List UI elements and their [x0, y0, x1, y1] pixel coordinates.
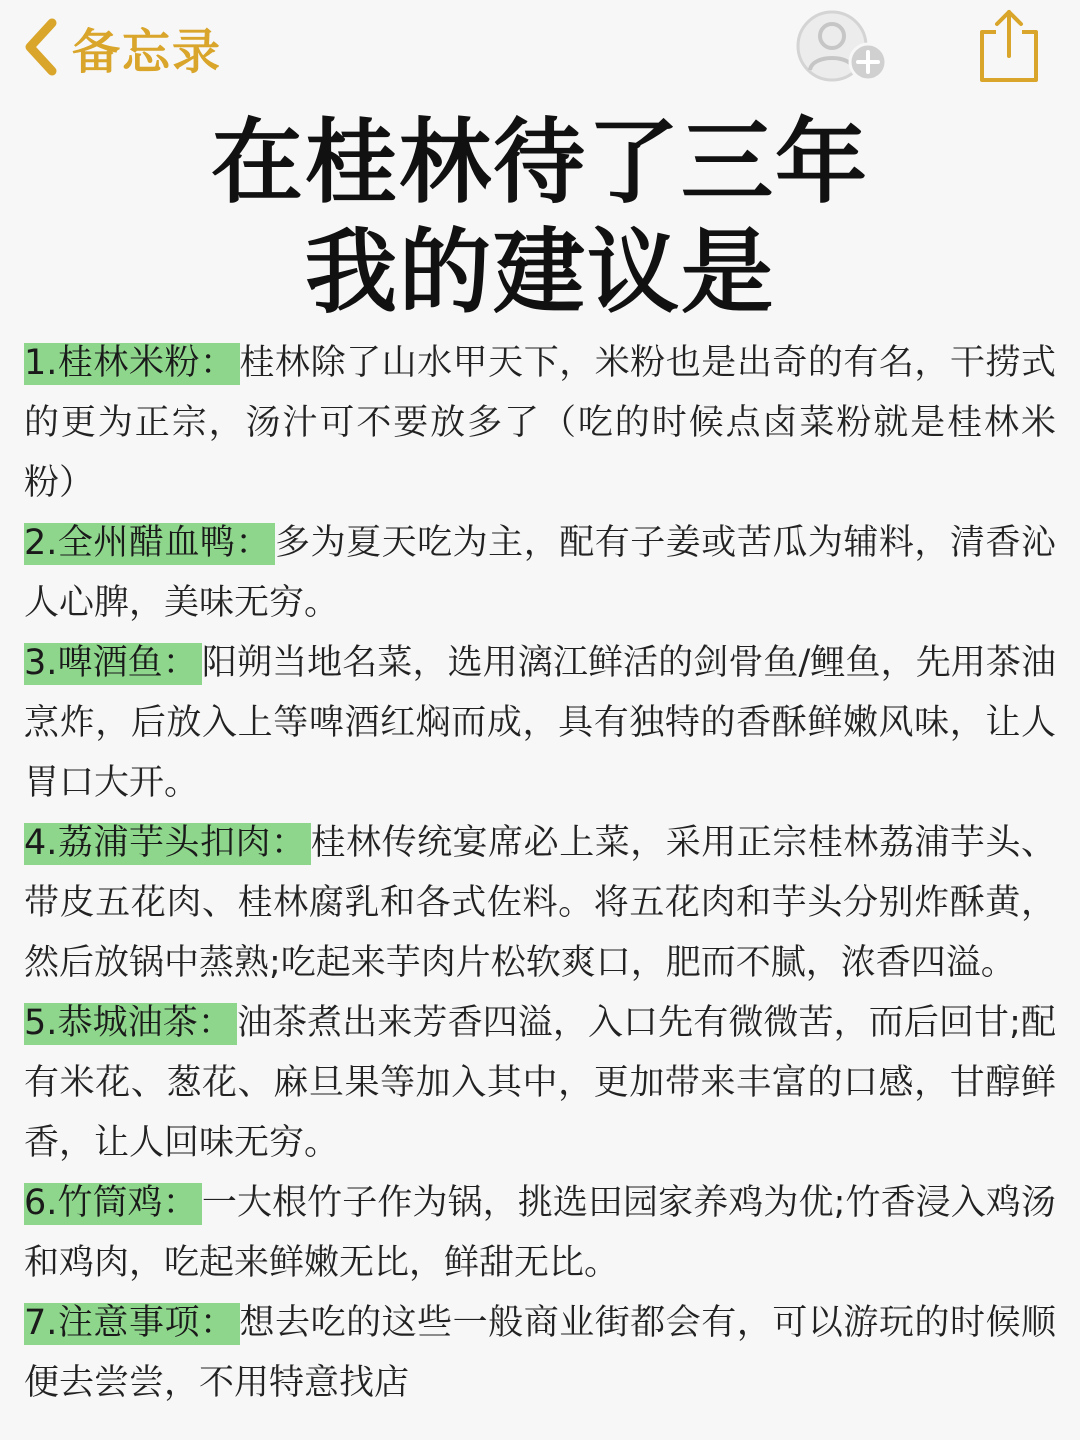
- item-label: 3.啤酒鱼：: [24, 643, 202, 685]
- note-body: [24, 333, 1056, 1413]
- page-title: [0, 108, 1080, 328]
- item-label: 2.全州醋血鸭：: [24, 523, 275, 565]
- chevron-left-icon: [22, 17, 58, 77]
- top-bar: [0, 0, 1080, 100]
- item-label: 1.桂林米粉：: [24, 343, 240, 385]
- title-line-2: 我的建议是: [304, 219, 775, 326]
- item-label: 5.恭城油茶：: [24, 1003, 237, 1045]
- list-item: [24, 333, 1056, 513]
- list-item: [24, 633, 1056, 813]
- back-button[interactable]: [22, 12, 222, 82]
- item-text: 桂林传统宴席必上菜，采用正宗桂林荔浦芋头、带皮五花肉、桂林腐乳和各式佐料。将五花肉和芋头分别炸酥黄，然后放锅中蒸熟;吃起来芋肉片松软爽口，肥而不腻，浓香四溢。: [24, 823, 1056, 983]
- item-label: 6.竹筒鸡：: [24, 1183, 202, 1225]
- list-item: [24, 813, 1056, 993]
- back-label: 备忘录: [72, 23, 223, 80]
- list-item: [24, 993, 1056, 1173]
- item-label: 7.注意事项：: [24, 1303, 240, 1345]
- item-label: 4.荔浦芋头扣肉：: [24, 823, 311, 865]
- item-text: 桂林除了山水甲天下，米粉也是出奇的有名，干捞式的更为正宗，汤汁可不要放多了（吃的时候点卤菜粉就是桂林米粉）: [24, 343, 1056, 503]
- item-text: 多为夏天吃为主，配有子姜或苦瓜为辅料，清香沁人心脾，美味无穷。: [24, 523, 1056, 623]
- list-item: [24, 513, 1056, 633]
- item-text: 油茶煮出来芳香四溢，入口先有微微苦，而后回甘;配有米花、葱花、麻旦果等加入其中，更加带来丰富的口感，甘醇鲜香，让人回味无穷。: [24, 1003, 1056, 1163]
- list-item: [24, 1173, 1056, 1293]
- item-text: 阳朔当地名菜，选用漓江鲜活的剑骨鱼/鲤鱼，先用茶油烹炸，后放入上等啤酒红焖而成，具有独特的香酥鲜嫩风味，让人胃口大开。: [24, 643, 1056, 803]
- list-item: [24, 1293, 1056, 1413]
- title-line-1: 在桂林待了三年: [210, 109, 869, 216]
- share-icon[interactable]: [976, 4, 1042, 84]
- add-contact-icon[interactable]: [792, 6, 896, 86]
- item-text: 一大根竹子作为锅，挑选田园家养鸡为优;竹香浸入鸡汤和鸡肉，吃起来鲜嫩无比，鲜甜无比。: [24, 1183, 1056, 1283]
- item-text: 想去吃的这些一般商业街都会有，可以游玩的时候顺便去尝尝，不用特意找店: [24, 1303, 1056, 1403]
